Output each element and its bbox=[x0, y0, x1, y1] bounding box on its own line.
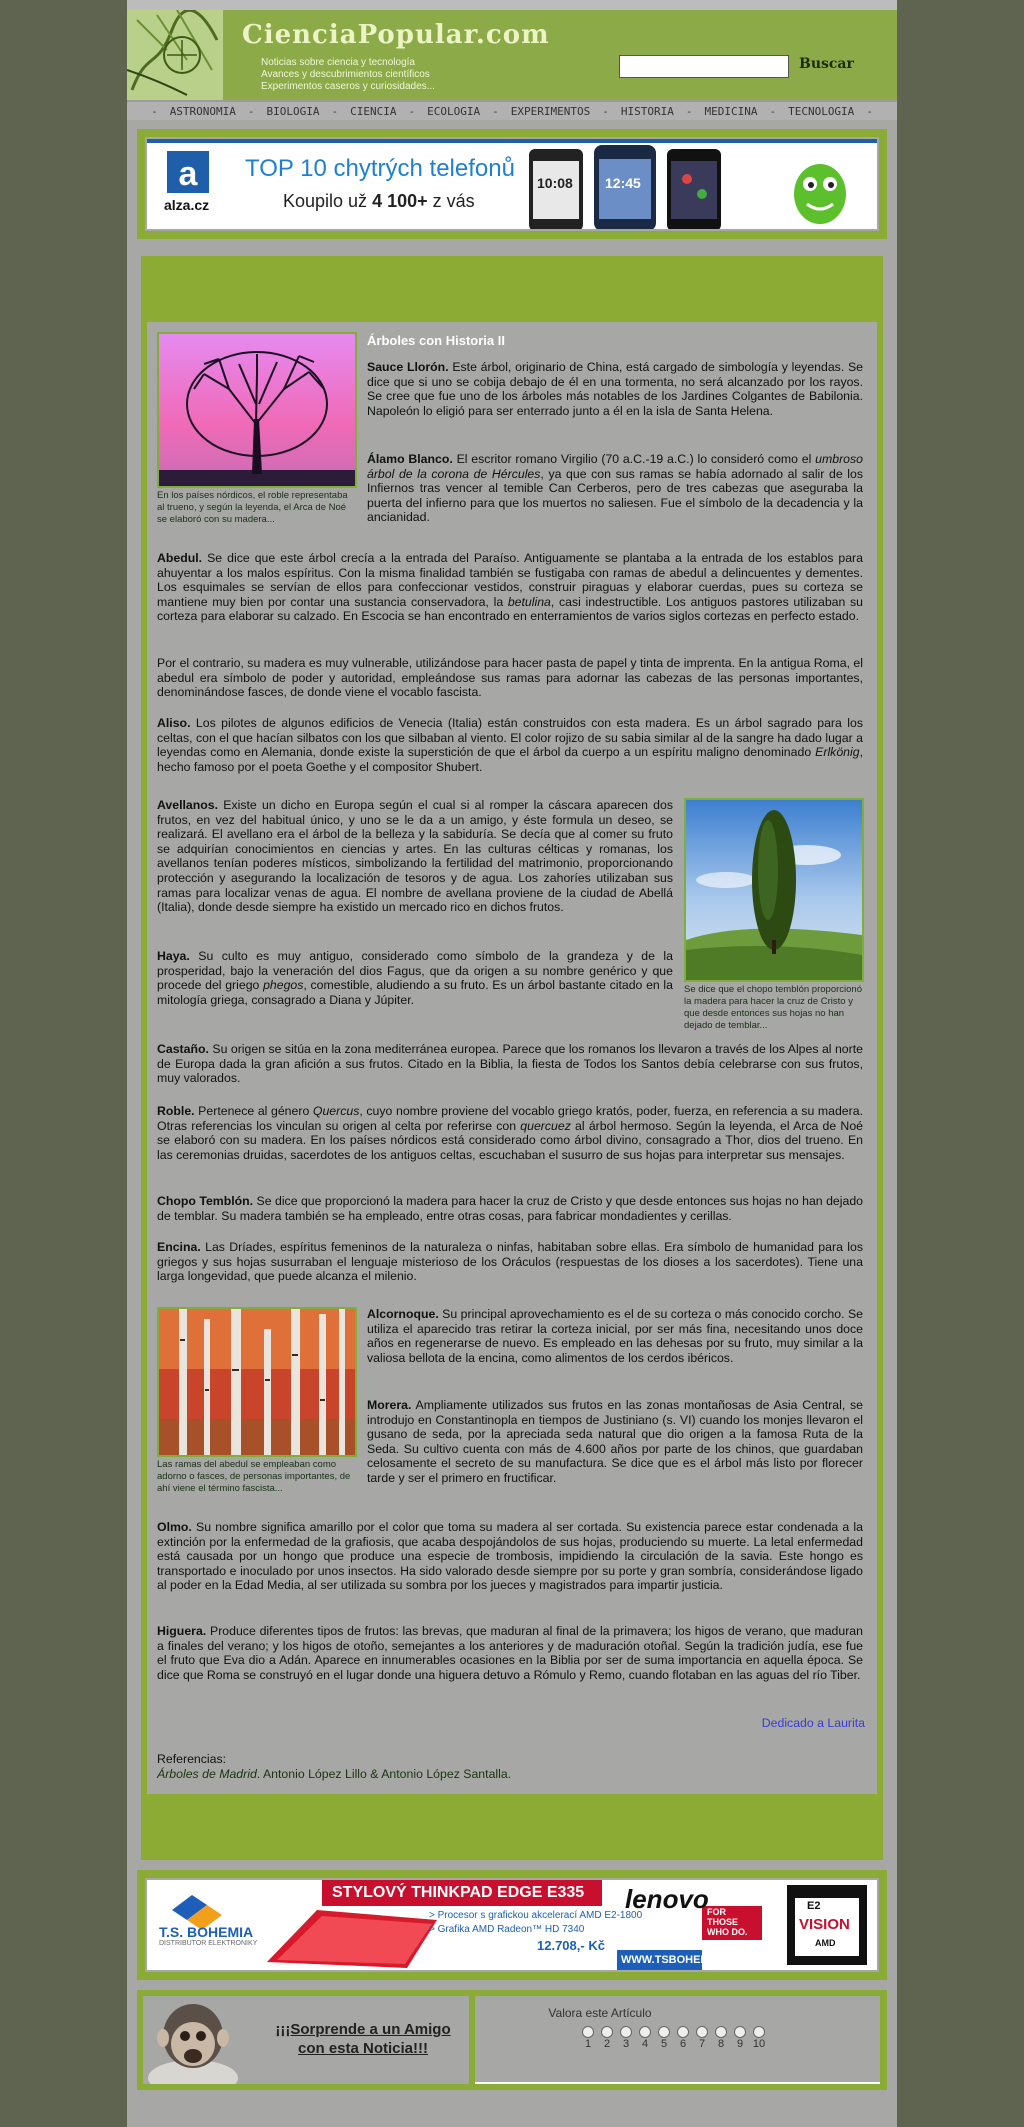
text-abedul-em: betulina bbox=[507, 594, 551, 609]
rating-radio[interactable] bbox=[601, 2026, 613, 2038]
paragraph-chopo bbox=[157, 1194, 863, 1223]
nav-item-historia[interactable]: HISTORIA bbox=[620, 104, 674, 118]
ad-lenovo-slogan bbox=[707, 1907, 748, 1937]
ad-bottom-bullet-1: > Procesor s grafickou akcelerací AMD E2-1800 bbox=[429, 1910, 643, 1921]
heading-chopo: Chopo Temblón. bbox=[157, 1194, 254, 1208]
ad-lenovo-logo: lenovo bbox=[625, 1884, 709, 1914]
paragraph-olmo bbox=[157, 1520, 863, 1593]
paragraph-roble bbox=[157, 1104, 863, 1162]
reference-book-title[interactable]: Árboles de Madrid bbox=[157, 1767, 257, 1781]
rating-radio[interactable] bbox=[677, 2026, 689, 2038]
rating-option-label: 9 bbox=[736, 2038, 744, 2050]
tagline-1: Noticias sobre ciencia y tecnología bbox=[261, 57, 415, 68]
heading-sauce: Sauce Llorón. bbox=[367, 360, 449, 374]
text-roble-3: al árbol hermoso. Según la leyenda, el Arca de Noé se elaboró con su madera. En los países nórdicos está considerado como árbol divino, consagrado a Thor, dios del trueno. En las ceremonias druidas, sacerdotes de los antiguos celtas, escuchaban el susurro de sus hojas para interpretar sus mensajes. bbox=[157, 1118, 863, 1162]
references-label: Referencias: bbox=[157, 1752, 227, 1766]
ad-bottom-brand-sub: DISTRIBUTOR ELEKTRONIKY bbox=[159, 1940, 258, 1947]
site-title[interactable]: CienciaPopular.com bbox=[242, 20, 550, 50]
paragraph-sauce bbox=[367, 360, 863, 418]
figure-caption-roble: En los países nórdicos, el roble representaba al trueno, y según la leyenda, el Arca de Noé se elaboró con su madera... bbox=[157, 490, 348, 525]
rating-radio[interactable] bbox=[658, 2026, 670, 2038]
text-olmo: Su nombre significa amarillo por el color que toma su madera al ser cortada. Su existencia parece estar condenada a la extinción por la enfermedad de la grafiosis, que acaba despojándolos de sus hojas, produciendo su muerte. La letal enfermedad está causada por un hongo que produce una especie de trombosis, impidiendo la circulación de la savia. Este hongo es transportado e inoculado por unos insectos. Ha sido valorado desde siempre por su porte y gran sombría, considerándose ligado al poder en la Edad Media, al ser utilizada su sombra por los jueces y magistrados para impartir justicia. bbox=[157, 1520, 863, 1593]
roble-image bbox=[157, 332, 357, 488]
paragraph-alcornoque bbox=[367, 1307, 863, 1365]
rating-radio[interactable] bbox=[715, 2026, 727, 2038]
nav-separator: - bbox=[602, 104, 609, 118]
ad-chip-label-2: VISION bbox=[799, 1916, 850, 1933]
svg-text:a: a bbox=[178, 155, 198, 193]
dedication-link[interactable]: Dedicado a Laurita bbox=[761, 1716, 865, 1730]
top-strip bbox=[127, 0, 897, 10]
rating-option[interactable] bbox=[638, 2026, 652, 2050]
nav-item-medicina[interactable]: MEDICINA bbox=[704, 104, 758, 118]
text-alamo-2: , ya que con sus ramas se había adornado al salir de los Infiernos tras vencer al temible Can Cerberos, pero de tres cabezas que aseguraba la puerta del infierno para que los muertos no saliesen. Fue el símbolo de la decadencia y la ancianidad. bbox=[367, 466, 863, 525]
article-body bbox=[147, 322, 877, 1794]
abedul-image bbox=[157, 1307, 357, 1457]
rating-option-label: 7 bbox=[698, 2038, 706, 2050]
share-friend-box bbox=[143, 1996, 469, 2084]
rating-option[interactable] bbox=[676, 2026, 690, 2050]
rating-option[interactable] bbox=[714, 2026, 728, 2050]
top-ad-banner[interactable] bbox=[137, 129, 887, 239]
text-castano: Su origen se sitúa en la zona mediterránea europea. Parece que los romanos los llevaron a través de los Alpes al norte de Europa dada la gran afición a sus frutos. Citado en la Biblia, la fiesta de Todos los Santos debía celebrarse con sus frutos, muy valorados. bbox=[157, 1042, 863, 1086]
heading-aliso: Aliso. bbox=[157, 716, 191, 730]
text-alcornoque: Su principal aprovechamiento es el de su corteza o más conocido corcho. Se utiliza el aparecido tras retirar la corteza inicial, por ser más fina, necesitando unos doce años en regenerarse de nuevo. Es empleado en las dehesas por su fruto, muy similar a la valiosa bellota de la encina, como alimentos de los cerdos ibéricos. bbox=[367, 1307, 863, 1365]
rating-option[interactable] bbox=[752, 2026, 766, 2050]
heading-higuera: Higuera. bbox=[157, 1624, 207, 1638]
rating-radio[interactable] bbox=[753, 2026, 765, 2038]
rating-option[interactable] bbox=[600, 2026, 614, 2050]
ad-bottom-brand: T.S. BOHEMIA bbox=[159, 1924, 254, 1940]
text-encina: Las Dríades, espíritus femeninos de la naturaleza o ninfas, habitaban sobre ellas. Era símbolo de humanidad para los griegos y sus hojas susurraban el lenguaje misterioso de los Oráculos (respuestas de los dioses a los sacerdotes). Tiene una larga longevidad, que puede alcanza el milenio. bbox=[157, 1240, 863, 1284]
text-avellanos: Existe un dicho en Europa según el cual si al romper la cáscara aparecen dos frutos, en vez del habitual único, y uno se le da a un amigo, y éste formula un deseo, se realizará. El avellano era el árbol de la belleza y la sabiduría. Se decía que al comer su fruto se adquirían conocimientos en ciencias y artes. En las culturas célticas y romanas, los avellanos tenían poderes místicos, simbolizando la fertilidad del matrimonio, proporcionando protección y asegurando la localización de tesoros y de agua. Los zahoríes utilizaban sus ramas para localizar venas de agua. El nombre de avellana proviene de la ciudad de Abellá (Italia), donde desde siempre ha existido un mercado rico en dichos frutos. bbox=[157, 798, 673, 915]
nav-item-biologia[interactable]: BIOLOGIA bbox=[266, 104, 320, 118]
paragraph-morera bbox=[367, 1398, 863, 1486]
paragraph-avellanos bbox=[157, 798, 673, 915]
ad-subtitle-bold: 4 100+ bbox=[372, 191, 428, 211]
nav-item-ciencia[interactable]: CIENCIA bbox=[350, 104, 397, 118]
nav-separator: - bbox=[492, 104, 499, 118]
nav-separator: - bbox=[331, 104, 339, 118]
nav-item-experimentos[interactable]: EXPERIMENTOS bbox=[510, 104, 591, 118]
rating-option-label: 10 bbox=[752, 2038, 766, 2050]
logo-illustration[interactable] bbox=[127, 10, 223, 100]
text-sauce: Este árbol, originario de China, está cargado de simbología y leyendas. Se dice que si uno se cobija debajo de él en una tormenta, no será alcanzado por los rayos. Se cree que fue uno de los árboles más notables de los Jardines Colgantes de Babilonia. Napoleón lo eligió para ser enterrado junto a él en la isla de Santa Helena. bbox=[367, 360, 863, 418]
rating-radio[interactable] bbox=[696, 2026, 708, 2038]
text-abedul-1: Se dice que este árbol crecía a la entrada del Paraíso. Antiguamente se plantaba a la entrada de los establos para ahuyentar a los malos espíritus. Con la misma finalidad también se fustigaba con ramas de abedul a delincuentes y dementes. Los esquimales se servían de ellos para confeccionar vestidos, construir piraguas y elaborar cuerdas, pues su corteza se mantiene muy bien por contar una sustancia conservadora, la bbox=[157, 551, 863, 609]
paragraph-abedul bbox=[157, 551, 863, 624]
rating-option[interactable] bbox=[657, 2026, 671, 2050]
bottom-ad-content[interactable] bbox=[147, 1880, 877, 1970]
rating-box bbox=[475, 1996, 880, 2084]
rating-option[interactable] bbox=[733, 2026, 747, 2050]
category-nav bbox=[127, 100, 897, 120]
text-roble-1: Pertenece al género bbox=[194, 1104, 313, 1118]
ad-phone-time-1: 10:08 bbox=[537, 175, 573, 191]
monkey-image bbox=[143, 1996, 251, 2084]
slogan-line-3: WHO DO. bbox=[707, 1927, 748, 1937]
ad-top-title: TOP 10 chytrých telefonů bbox=[245, 155, 515, 182]
references-entry bbox=[157, 1767, 863, 1782]
ad-phone-time-2: 12:45 bbox=[605, 175, 641, 191]
text-aliso-em: Erlkönig bbox=[815, 745, 860, 760]
chopo-image bbox=[684, 798, 864, 982]
tagline-3: Experimentos caseros y curiosidades... bbox=[261, 81, 435, 92]
text-haya-2: , comestible, aludiendo a su fruto. Es un árbol bastante citado en la mitología griega, consagrado a Diana y Júpiter. bbox=[157, 978, 673, 1007]
text-abedul-2: , casi indestructible. Los antiguos pastores utilizaban su corteza para elaborar su calzado. En Escocia se han encontrado en enterramientos de varios siglos cortezas en perfecto estado. bbox=[157, 594, 863, 624]
paragraph-aliso bbox=[157, 716, 863, 774]
ad-bottom-price: 12.708,- Kč bbox=[537, 1938, 605, 1953]
rating-option-label: 2 bbox=[603, 2038, 611, 2050]
nav-item-astronomia[interactable]: ASTRONOMIA bbox=[169, 104, 236, 118]
page-container bbox=[127, 0, 897, 2127]
slogan-line-2: THOSE bbox=[707, 1917, 739, 1927]
text-higuera: Produce diferentes tipos de frutos: las brevas, que maduran al final de la primavera; los higos de verano, que maduran a finales del verano; y los higos de otoño, semejantes a los anteriores y de maduración otoñal. Según la tradición judía, ese fue el fruto que Eva dio a Adán. Aparece en innumerables ocasiones en la Biblia por ser de suma importancia en aquella época. Se dice que Roma se construyó en el lugar donde una higuera detuvo a Rómulo y Remo, cuando flotaban en las aguas del río Tiber. bbox=[157, 1624, 863, 1682]
search-input[interactable] bbox=[619, 55, 789, 78]
heading-encina: Encina. bbox=[157, 1240, 201, 1254]
slogan-line-1: FOR bbox=[707, 1907, 726, 1917]
rating-radio[interactable] bbox=[582, 2026, 594, 2038]
ad-subtitle-pre: Koupilo už bbox=[283, 191, 373, 211]
heading-avellanos: Avellanos. bbox=[157, 798, 219, 812]
nav-separator: - bbox=[769, 104, 777, 118]
paragraph-higuera bbox=[157, 1624, 863, 1682]
heading-roble: Roble. bbox=[157, 1104, 195, 1118]
page-bottom bbox=[127, 2100, 897, 2127]
ad-chip-label-3: AMD bbox=[815, 1938, 836, 1948]
rating-title: Valora este Artículo bbox=[548, 2006, 652, 2020]
heading-abedul: Abedul. bbox=[157, 551, 203, 565]
rating-option[interactable] bbox=[695, 2026, 709, 2050]
main-content-frame bbox=[141, 256, 883, 1860]
text-roble-em1: Quercus bbox=[312, 1104, 360, 1118]
ad-bottom-headline: STYLOVÝ THINKPAD EDGE E335 bbox=[332, 1884, 585, 1901]
paragraph-encina bbox=[157, 1240, 863, 1284]
text-roble-2: , cuyo nombre proviene del vocablo griego kratós, poder, fuerza, en referencia a su madera. Otras referencias los vinculan su origen al celta por referirse con bbox=[157, 1104, 863, 1133]
rating-options bbox=[581, 2026, 766, 2050]
reference-authors: . Antonio López Lillo & Antonio López Santalla. bbox=[256, 1767, 512, 1781]
heading-castano: Castaño. bbox=[157, 1042, 209, 1056]
article-title: Árboles con Historia II bbox=[367, 333, 505, 348]
rating-option-label: 5 bbox=[660, 2038, 668, 2050]
site-header bbox=[127, 10, 897, 100]
rating-option-label: 4 bbox=[641, 2038, 649, 2050]
ad-brand-alza: alza.cz bbox=[164, 197, 210, 213]
rating-option-label: 1 bbox=[584, 2038, 592, 2050]
text-morera: Ampliamente utilizados sus frutos en las zonas montañosas de Asia Central, se introdujo en Constantinopla en tiempos de Justiniano (s. VI) cuando los monjes llevaron el gusano de seda, por la apreciada seda natural que dio origen a la famosa Ruta de la Seda. Su cultivo cuenta con más de 4.600 años por parte de los chinos, que guardaban celosamente el secreto de su manufactura. Se dice que es el árbol más listo por florecer tarde y ser el primero en fructificar. bbox=[367, 1398, 863, 1485]
text-chopo: Se dice que proporcionó la madera para hacer la cruz de Cristo y que desde entonces sus hojas no han dejado de temblar. Su madera también se ha empleado, entre otras cosas, para fabricar mondadientes y cerillas. bbox=[157, 1194, 863, 1223]
text-roble-em2: quercuez bbox=[520, 1118, 571, 1133]
heading-alamo: Álamo Blanco. bbox=[367, 452, 453, 466]
nav-separator: - bbox=[408, 104, 416, 118]
figure-roble bbox=[157, 332, 357, 526]
rating-option-label: 6 bbox=[679, 2038, 687, 2050]
paragraph-contrario: Por el contrario, su madera es muy vulnerable, utilizándose para hacer pasta de papel y tinta de imprenta. En la antigua Roma, el abedul era símbolo de poder y autoridad, empleándose sus ramas para adornar las cabezas de las personas importantes, denominándose fasces, de donde viene el vocablo fascista. bbox=[157, 656, 863, 700]
share-friend-link[interactable]: ¡¡¡Sorprende a un Amigo con esta Noticia!!! bbox=[275, 2021, 451, 2057]
rating-radio[interactable] bbox=[639, 2026, 651, 2038]
figure-abedul bbox=[157, 1307, 357, 1495]
paragraph-castano bbox=[157, 1042, 863, 1086]
tagline-2: Avances y descubrimientos científicos bbox=[261, 69, 430, 80]
bottom-widgets bbox=[137, 1990, 887, 2090]
ad-subtitle-post: z vás bbox=[427, 191, 475, 211]
ad-chip-label-1: E2 bbox=[807, 1900, 821, 1912]
rating-option-label: 8 bbox=[717, 2038, 725, 2050]
rating-option[interactable] bbox=[619, 2026, 633, 2050]
text-haya-em: phegos bbox=[263, 978, 304, 993]
paragraph-haya bbox=[157, 949, 673, 1007]
rating-option[interactable] bbox=[581, 2026, 595, 2050]
nav-item-tecnologia[interactable]: TECNOLOGIA bbox=[788, 104, 855, 118]
nav-separator: - bbox=[151, 104, 158, 118]
rating-radio[interactable] bbox=[734, 2026, 746, 2038]
text-aliso-2: , hecho famoso por el poeta Goethe y el compositor Shubert. bbox=[157, 745, 863, 774]
text-aliso-1: Los pilotes de algunos edificios de Venecia (Italia) están construidos con esta madera. Es un árbol sagrado para los celtas, con el que hacían silbatos con los que silbaban al viento. El color rojizo de su sabia similar al de la sangre ha dado lugar a leyendas como en Alemania, donde existe la superstición de que el árbol da cuerpo a un espíritu maligno denominado bbox=[157, 716, 863, 760]
nav-separator: - bbox=[685, 104, 693, 118]
text-haya-1: Su culto es muy antiguo, considerado como símbolo de la grandeza y de la prosperidad, bajo la veneración del dios Fagus, que da origen a su nombre genérico y que procede del griego bbox=[157, 949, 673, 993]
ad-bottom-url: WWW.TSBOHEMIA.CZ bbox=[621, 1954, 739, 1966]
nav-item-ecologia[interactable]: ECOLOGIA bbox=[427, 104, 481, 118]
nav-separator: - bbox=[866, 104, 873, 118]
search-button[interactable]: Buscar bbox=[799, 56, 854, 72]
figure-chopo bbox=[684, 798, 864, 1032]
text-alamo-em: umbroso árbol de la corona de Hércules bbox=[367, 452, 863, 481]
figure-caption-chopo: Se dice que el chopo temblón proporcionó la madera para hacer la cruz de Cristo y que desde entonces sus hojas no han dejado de temblar... bbox=[684, 984, 862, 1031]
ad-top-subtitle bbox=[283, 191, 475, 212]
top-ad-content[interactable] bbox=[147, 139, 877, 229]
heading-morera: Morera. bbox=[367, 1398, 412, 1412]
text-alamo-1: El escritor romano Virgilio (70 a.C.-19 a.C.) lo consideró como el bbox=[452, 452, 816, 466]
ad-bottom-bullet-2: > Grafika AMD Radeon™ HD 7340 bbox=[429, 1924, 585, 1935]
bottom-ad-banner[interactable] bbox=[137, 1870, 887, 1980]
heading-olmo: Olmo. bbox=[157, 1520, 192, 1534]
paragraph-alamo bbox=[367, 452, 863, 525]
figure-caption-abedul: Las ramas del abedul se empleaban como adorno o fasces, de personas importantes, de ahí viene el término fascista... bbox=[157, 1459, 351, 1494]
nav-separator: - bbox=[247, 104, 255, 118]
rating-radio[interactable] bbox=[620, 2026, 632, 2038]
heading-haya: Haya. bbox=[157, 949, 190, 963]
rating-option-label: 3 bbox=[622, 2038, 630, 2050]
heading-alcornoque: Alcornoque. bbox=[367, 1307, 439, 1321]
